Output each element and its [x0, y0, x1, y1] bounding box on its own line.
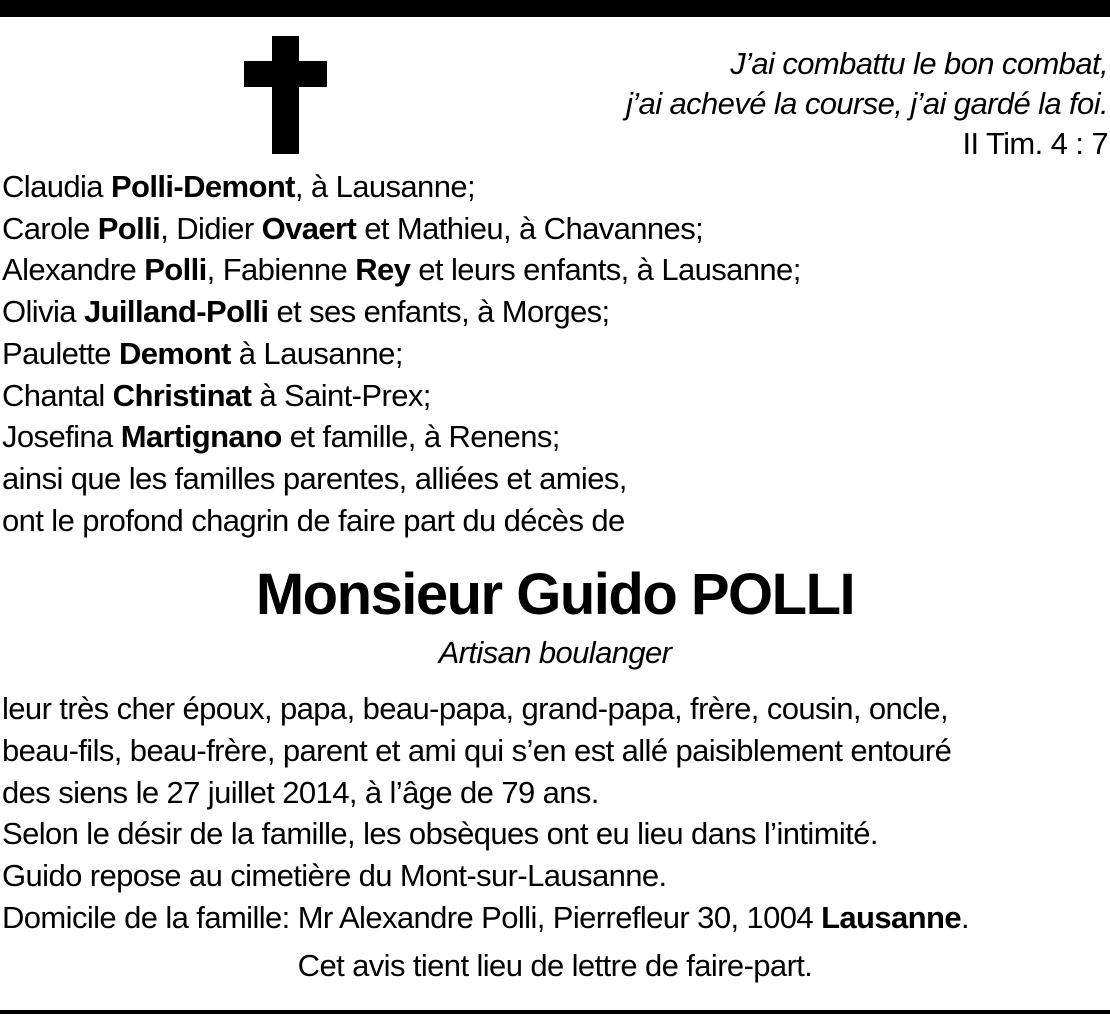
partner-name: , Fabienne [206, 252, 356, 288]
family-closing-line-1: ainsi que les familles parentes, alliées et amies, [2, 460, 627, 496]
cross-vertical-bar [272, 36, 299, 154]
closing-note: Cet avis tient lieu de lettre de faire-part. [297, 948, 813, 983]
first-name: Carole [2, 210, 98, 246]
domicile-city: Lausanne [821, 899, 961, 935]
surname: Polli-Demont [110, 169, 295, 204]
partner-name: , Didier [160, 210, 262, 246]
partner-surname: Rey [355, 252, 411, 288]
verse-reference: II Tim. 4 : 7 [962, 126, 1108, 161]
location-text: et famille, à Renens; [281, 419, 560, 455]
obituary-body [2, 688, 969, 939]
family-line [2, 166, 801, 208]
surname: Martignano [120, 419, 282, 455]
cross-icon [244, 36, 327, 154]
first-name: Olivia [2, 294, 84, 330]
location-text: et ses enfants, à Morges; [268, 294, 610, 330]
family-line [2, 416, 801, 458]
first-name: Chantal [2, 377, 113, 413]
surname: Christinat [112, 377, 252, 413]
family-line [2, 249, 801, 291]
family-list [2, 166, 801, 541]
domicile-text: Domicile de la famille: Mr Alexandre Polli, Pierrefleur 30, 1004 [2, 899, 822, 935]
body-line: beau-fils, beau-frère, parent et ami qui s’en est allé paisiblement entouré [2, 732, 952, 768]
surname: Juilland-Polli [83, 294, 269, 330]
body-line: leur très cher époux, papa, beau-papa, grand-papa, frère, cousin, oncle, [2, 691, 948, 726]
verse-line-1: J’ai combattu le bon combat, [730, 46, 1108, 81]
family-line [2, 208, 801, 250]
location-text: à Lausanne; [230, 335, 403, 371]
domicile-period: . [960, 899, 969, 935]
cross-horizontal-bar [244, 61, 327, 87]
verse-line-2: j’ai achevé la course, j’ai gardé la foi. [625, 86, 1108, 121]
location-text: et Mathieu, à Chavannes; [356, 210, 704, 246]
deceased-profession: Artisan boulanger [438, 635, 672, 670]
location-text: à Saint-Prex; [251, 377, 431, 413]
partner-surname: Ovaert [261, 210, 357, 246]
bible-verse [626, 44, 1108, 164]
surname: Polli [97, 210, 161, 246]
first-name: Paulette [2, 335, 119, 371]
location-text: et leurs enfants, à Lausanne; [410, 252, 801, 288]
family-line [2, 291, 801, 333]
body-line: Guido repose au cimetière du Mont-sur-Lausanne. [2, 858, 667, 894]
family-line [2, 375, 801, 417]
surname: Demont [118, 335, 231, 371]
deceased-name: Monsieur Guido POLLI [255, 562, 855, 627]
domicile-line [2, 897, 969, 939]
location-text: , à Lausanne; [294, 169, 475, 204]
body-line: des siens le 27 juillet 2014, à l’âge de 79 ans. [2, 774, 599, 810]
first-name: Alexandre [2, 252, 145, 288]
top-rule [0, 0, 1110, 17]
family-line [2, 333, 801, 375]
first-name: Claudia [2, 169, 111, 204]
bottom-rule [0, 1010, 1110, 1014]
first-name: Josefina [2, 419, 121, 455]
body-line: Selon le désir de la famille, les obsèques ont eu lieu dans l’intimité. [2, 816, 878, 852]
surname: Polli [144, 252, 207, 288]
family-closing-line-2: ont le profond chagrin de faire part du décès de [2, 502, 625, 538]
